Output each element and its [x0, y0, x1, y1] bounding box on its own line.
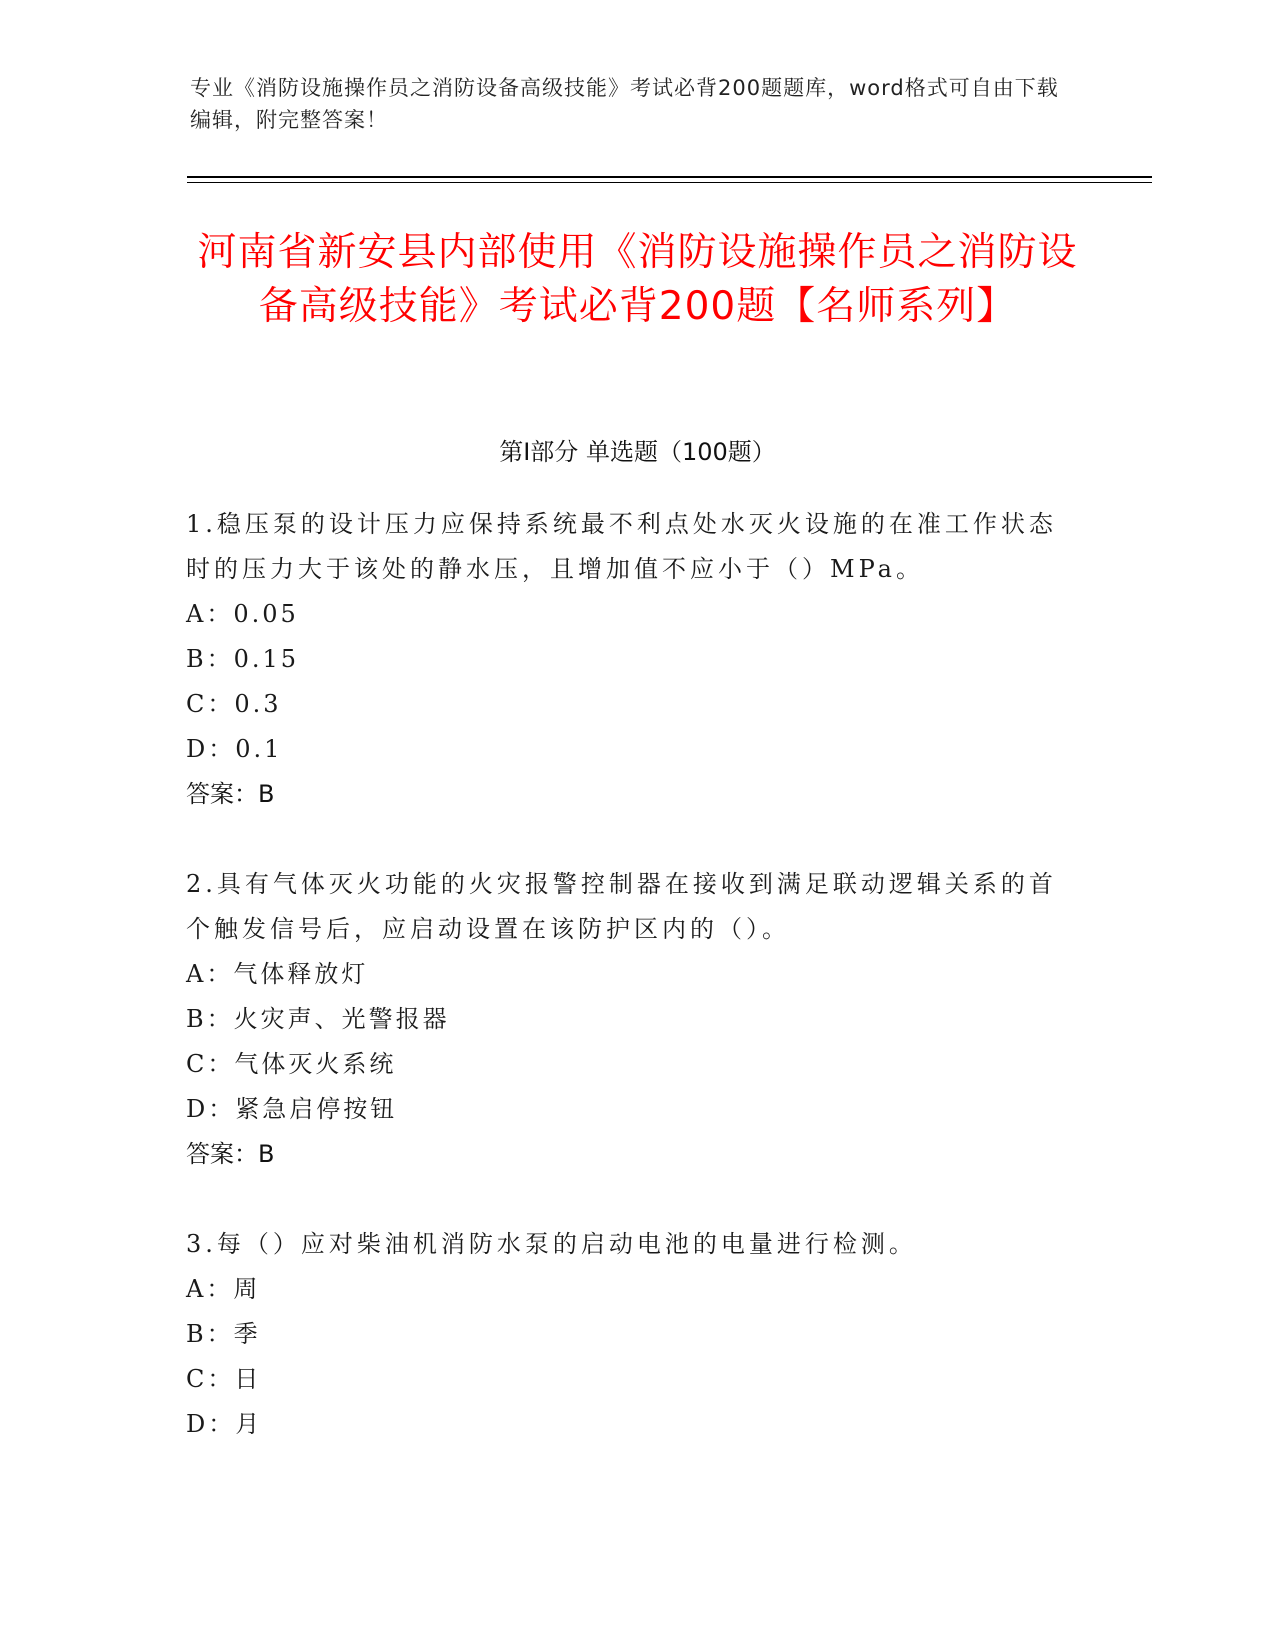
question-1: [186, 502, 1066, 817]
header-divider-thick: [187, 176, 1152, 178]
option-d: D：月: [186, 1410, 263, 1438]
option-b: B：0.15: [186, 645, 300, 673]
section-title: 第Ⅰ部分 单选题（100题）: [499, 438, 776, 466]
option-d: D：0.1: [186, 735, 283, 763]
option-a: A：气体释放灯: [186, 960, 369, 988]
question-3: [186, 1222, 1066, 1447]
option-b: B：火灾声、光警报器: [186, 1005, 450, 1033]
document-title: 河南省新安县内部使用《消防设施操作员之消防设备高级技能》考试必背200题【名师系列】: [197, 230, 1078, 329]
option-c: C：气体灭火系统: [186, 1050, 397, 1078]
option-c: C：日: [186, 1365, 262, 1393]
option-b: B：季: [186, 1320, 261, 1348]
answer: 答案：B: [186, 780, 275, 808]
option-d: D：紧急启停按钮: [186, 1095, 398, 1123]
header-divider-thin: [187, 182, 1152, 183]
option-c: C：0.3: [186, 690, 282, 718]
answer: 答案：B: [186, 1140, 275, 1168]
option-a: A：0.05: [186, 600, 299, 628]
question-text: 3.每（）应对柴油机消防水泵的启动电池的电量进行检测。: [186, 1230, 917, 1258]
question-text: 2.具有气体灭火功能的火灾报警控制器在接收到满足联动逻辑关系的首个触发信号后，应启动设置在该防护区内的（）。: [186, 870, 1057, 943]
question-2: [186, 862, 1066, 1177]
question-text: 1.稳压泵的设计压力应保持系统最不利点处水灭火设施的在准工作状态时的压力大于该处的静水压，且增加值不应小于（）MPa。: [186, 510, 1057, 583]
header-note: 专业《消防设施操作员之消防设备高级技能》考试必背200题题库，word格式可自由下载编辑，附完整答案！: [190, 76, 1059, 132]
option-a: A：周: [186, 1275, 261, 1303]
